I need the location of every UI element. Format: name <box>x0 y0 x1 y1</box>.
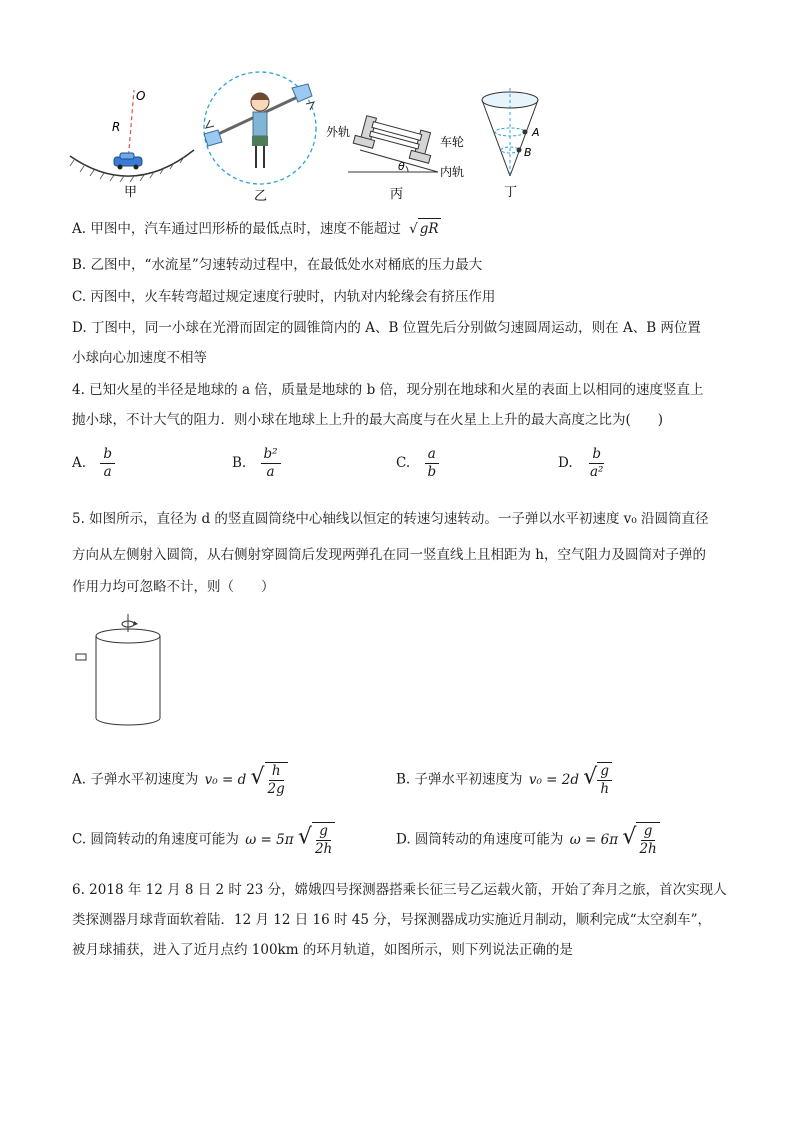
q5-option-c: C. 圆筒转动的角速度可能为 ω = 5π √ $\frac{g}{2h}$ <box>72 822 335 858</box>
figure-yi <box>196 58 324 204</box>
figure-ding <box>478 84 558 204</box>
label-B: B <box>524 146 532 159</box>
cylinder-figure <box>72 612 172 736</box>
q3-option-a: A. 甲图中，汽车通过凹形桥的最低点时，速度不能超过 √ gR <box>72 218 441 239</box>
q4-option-d: D. $\frac{b}{\text{a²}}$ <box>558 446 604 480</box>
q5-stem-line1: 5. 如图所示，直径为 d 的竖直圆筒绕中心轴线以恒定的转速匀速转动。一子弹以水平初速度 v₀ 沿圆筒直径 <box>72 511 709 527</box>
q3-option-b: B. 乙图中，“水流星”匀速转动过程中，在最低处水对桶底的压力最大 <box>72 257 483 273</box>
q4-stem-line1: 4. 已知火星的半径是地球的 a 倍，质量是地球的 b 倍，现分别在地球和火星的表面上以相同的速度竖直上 <box>72 382 704 398</box>
q5-option-b: B. 子弹水平初速度为 v₀ = 2d √ $\frac{g}{h}$ <box>396 762 612 798</box>
label-theta: θ <box>398 160 405 173</box>
figure-bing-label: 丙 <box>390 187 404 202</box>
figure-ding-label: 丁 <box>504 185 518 200</box>
q4-option-c: C. $\frac{a}{b}$ <box>396 446 439 481</box>
figure-jia <box>62 84 202 204</box>
q4-stem-line2: 抛小球，不计大气的阻力．则小球在地球上上升的最大高度与在火星上上升的最大高度之比为( ) <box>72 412 664 428</box>
figure-jia-label: 甲 <box>124 185 138 200</box>
label-outer-rail: 外轨 <box>326 125 351 139</box>
q6-stem-line2: 类探测器月球背面软着陆．12 月 12 日 16 时 45 分，号探测器成功实施近月制动，顺利完成“太空刹车”， <box>72 912 712 928</box>
label-R: R <box>112 120 121 134</box>
q4-option-b: B. $\frac{\text{b²}}{a}$ <box>232 446 281 481</box>
q4-option-a: A. $\frac{b}{a}$ <box>72 446 115 481</box>
figure-bing <box>326 98 476 204</box>
q5-option-d: D. 圆筒转动的角速度可能为 ω = 6π √ $\frac{g}{2h}$ <box>396 822 660 858</box>
q5-option-a: A. 子弹水平初速度为 v₀ = d √ $\frac{h}{2g}$ <box>72 762 288 798</box>
q5-stem-line2: 方向从左侧射入圆筒，从右侧射穿圆筒后发现两弹孔在同一竖直线上且相距为 h，空气阻力及圆筒对子弹的 <box>72 547 706 563</box>
label-A: A <box>532 126 540 139</box>
label-O: O <box>136 89 146 103</box>
label-inner-rail: 内轨 <box>440 165 465 179</box>
q6-stem-line1: 6. 2018 年 12 月 8 日 2 时 23 分，嫦娥四号探测器搭乘长征三号乙运载火箭，开始了奔月之旅，首次实现人 <box>72 882 727 898</box>
q3-option-c: C. 丙图中，火车转弯超过规定速度行驶时，内轨对内轮缘会有挤压作用 <box>72 289 496 305</box>
q3-option-d-line2: 小球向心加速度不相等 <box>72 350 207 366</box>
bullet-icon <box>76 654 86 660</box>
figure-yi-label: 乙 <box>254 189 268 204</box>
q3-option-d-line1: D. 丁图中，同一小球在光滑而固定的圆锥筒内的 A、B 位置先后分别做匀速圆周运动，则在 A、B 两位置 <box>72 320 701 336</box>
q5-stem-line3: 作用力均可忽略不计，则（ ） <box>72 579 275 595</box>
q6-stem-line3: 被月球捕获，进入了近月点约 100km 的环月轨道，如图所示，则下列说法正确的是 <box>72 942 573 958</box>
label-wheel: 车轮 <box>440 135 465 149</box>
